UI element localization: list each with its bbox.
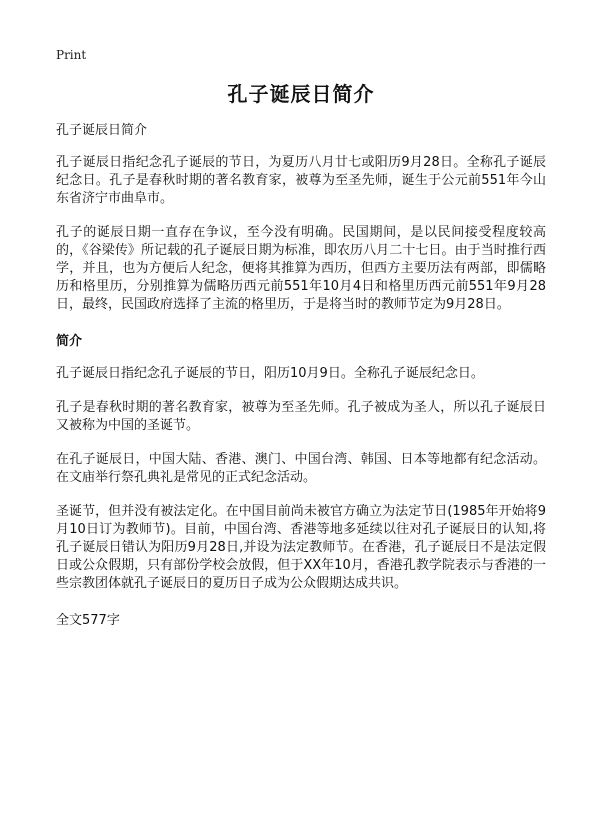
paragraph: 孔子的诞辰日期一直存在争议，至今没有明确。民国期间，是以民间接受程度较高的，《谷梁传》所记载的孔子诞辰日期为标准，即农历八月二十七日。由于当时推行西学，并且，也为方便后人纪念，便将其推算为西历，但西方主要历法有两部，即儒略历和格里历，分别推算为儒略历西元前551年10月4日和格里历西元前551年9月28日，最终，民国政府选择了主流的格里历，于是将当时的教师节定为9月28日。: [56, 225, 546, 312]
paragraph: 孔子诞辰日指纪念孔子诞辰的节日，阳历10月9日。全称孔子诞辰纪念日。: [56, 366, 484, 381]
paragraph: 孔子诞辰日指纪念孔子诞辰的节日，为夏历八月廿七或阳历9月28日。全称孔子诞辰纪念日。孔子是春秋时期的著名教育家，被尊为至圣先师，诞生于公元前551年今山东省济宁市曲阜市。: [56, 155, 546, 206]
paragraph: 圣诞节，但并没有被法定化。在中国目前尚未被官方确立为法定节日(1985年开始将9月10日订为教师节)。目前，中国台湾、香港等地多延续以往对孔子诞辰日的认知,将孔子诞辰日错认为阳历9月28日,并设为法定教师节。在香港，孔子诞辰日不是法定假日或公众假期，只有部份学校会放假，但于XX年10月，香港孔教学院表示与香港的一些宗教团体就孔子诞辰日的夏历日子成为公众假期达成共识。: [56, 504, 546, 591]
paragraph: 孔子是春秋时期的著名教育家，被尊为至圣先师。孔子被成为圣人，所以孔子诞辰日又被称为中国的圣诞节。: [56, 400, 546, 433]
document-subtitle: 孔子诞辰日简介: [56, 123, 148, 138]
word-count: 全文577字: [56, 613, 120, 628]
print-link[interactable]: Print: [56, 48, 87, 62]
section-heading: 简介: [56, 334, 83, 349]
paragraph: 在孔子诞辰日，中国大陆、香港、澳门、中国台湾、韩国、日本等地都有纪念活动。在文庙举行祭孔典礼是常见的正式纪念活动。: [56, 452, 546, 485]
document-page: [56, 44, 546, 628]
document-title: 孔子诞辰日简介: [227, 82, 375, 106]
